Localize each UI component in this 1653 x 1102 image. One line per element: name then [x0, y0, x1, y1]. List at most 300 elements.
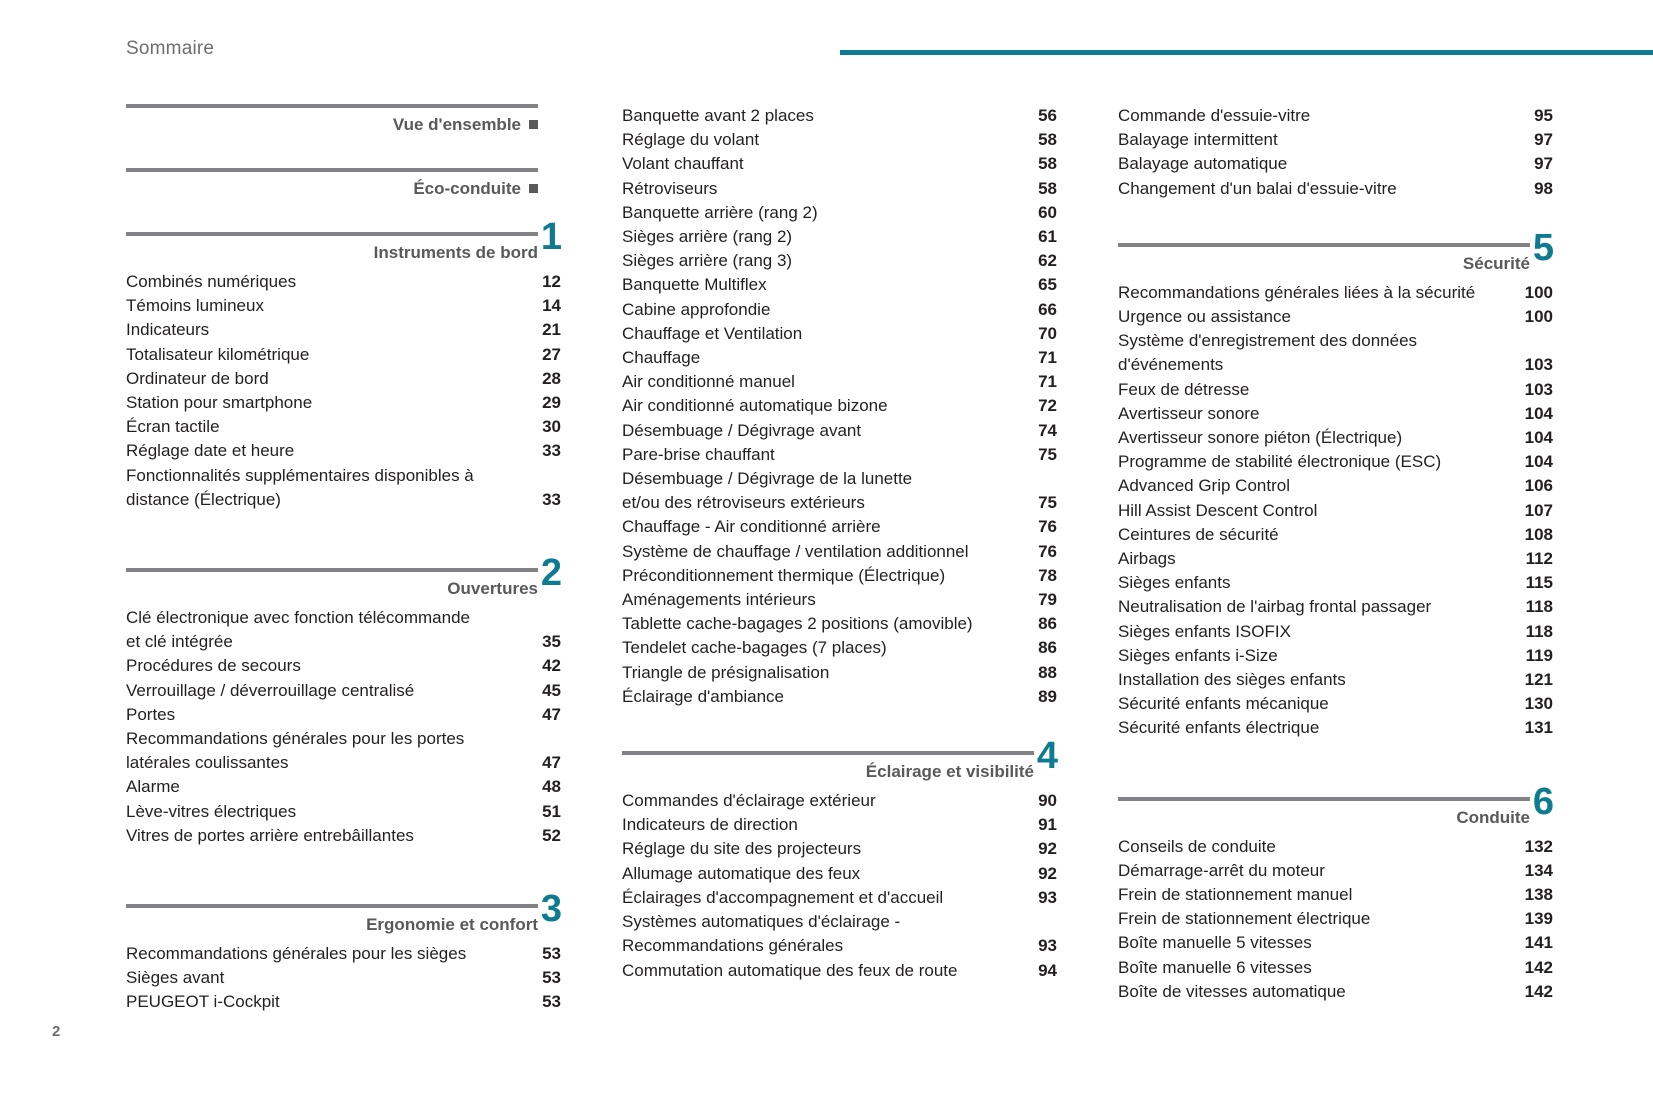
- toc-entry-label: Avertisseur sonore piéton (Électrique): [1118, 428, 1403, 448]
- section-number-badge: 1: [540, 216, 562, 258]
- toc-entry-page: 21: [542, 320, 561, 340]
- toc-entry-page: 62: [1038, 251, 1057, 271]
- toc-entry[interactable]: [622, 685, 1057, 709]
- toc-entry[interactable]: [126, 270, 561, 294]
- toc-entry[interactable]: [1118, 644, 1553, 668]
- toc-entry-list: [622, 104, 1057, 709]
- toc-entry[interactable]: [622, 959, 1057, 983]
- toc-entry-label: Commandes d'éclairage extérieur: [622, 791, 876, 811]
- toc-entry-page: 29: [542, 393, 561, 413]
- toc-entry-list: [1118, 835, 1553, 1004]
- header-accent-rule: [840, 50, 1653, 55]
- square-bullet-icon: [529, 120, 538, 129]
- toc-entry[interactable]: [622, 177, 1057, 201]
- toc-entry-label: Réglage du site des projecteurs: [622, 839, 862, 859]
- toc-entry[interactable]: [1118, 523, 1553, 547]
- toc-entry-label: Sièges enfants ISOFIX: [1118, 621, 1291, 641]
- toc-entry-page: 58: [1038, 178, 1057, 198]
- section-heading-label: Éclairage et visibilité: [865, 762, 1034, 782]
- toc-entry-list: [1118, 281, 1553, 741]
- toc-entry-page: 66: [1038, 299, 1057, 319]
- section-spacer: [126, 852, 561, 904]
- toc-entry[interactable]: [1118, 499, 1553, 523]
- toc-entry-label: Commande d'essuie-vitre: [1118, 106, 1311, 125]
- toc-entry[interactable]: [622, 225, 1057, 249]
- toc-entry-page: 112: [1525, 549, 1553, 569]
- toc-entry-label: Boîte manuelle 5 vitesses: [1118, 933, 1312, 953]
- section-heading[interactable]: [622, 735, 1058, 789]
- toc-entry-page: 47: [542, 704, 561, 724]
- toc-entry[interactable]: [126, 775, 561, 799]
- toc-entry-page: 100: [1524, 282, 1553, 302]
- toc-entry-label: Conseils de conduite: [1118, 836, 1276, 856]
- toc-entry-label: distance (Électrique): [126, 489, 281, 509]
- toc-entry[interactable]: [1118, 104, 1553, 128]
- toc-entry-page: 104: [1524, 403, 1553, 423]
- toc-entry[interactable]: [622, 612, 1057, 636]
- toc-entry[interactable]: [126, 727, 561, 751]
- toc-entry[interactable]: [1118, 907, 1553, 931]
- toc-entry[interactable]: [126, 679, 561, 703]
- toc-entry-list: [1118, 104, 1553, 201]
- toc-entry[interactable]: [622, 661, 1057, 685]
- toc-entry-label: Programme de stabilité électronique (ESC): [1118, 452, 1442, 472]
- toc-entry-page: 142: [1524, 981, 1553, 1001]
- toc-entry-label: Triangle de présignalisation: [622, 662, 830, 682]
- toc-entry[interactable]: [1118, 177, 1553, 201]
- toc-entry-page: 65: [1038, 275, 1057, 295]
- toc-entry[interactable]: [1118, 620, 1553, 644]
- toc-entry-label: Tendelet cache-bagages (7 places): [622, 638, 887, 658]
- toc-entry-page: 139: [1524, 909, 1553, 929]
- toc-entry-label: Lève-vitres électriques: [126, 801, 297, 821]
- toc-entry-label: Changement d'un balai d'essuie-vitre: [1118, 178, 1397, 198]
- toc-section-eclairage-suite: [1118, 104, 1553, 201]
- toc-entry[interactable]: [1118, 378, 1553, 402]
- toc-entry-label: Systèmes automatiques d'éclairage -: [622, 912, 901, 932]
- toc-entry[interactable]: [1118, 281, 1553, 305]
- toc-entry[interactable]: [1118, 859, 1553, 883]
- toc-entry-label: et/ou des rétroviseurs extérieurs: [622, 493, 865, 513]
- folio-page-number: 2: [52, 1023, 61, 1040]
- toc-entry[interactable]: [1118, 402, 1553, 426]
- toc-entry[interactable]: [126, 966, 561, 990]
- toc-entry-page: 33: [542, 489, 561, 509]
- section-heading-label: Ergonomie et confort: [366, 915, 538, 935]
- toc-entry-label: Banquette avant 2 places: [622, 106, 814, 125]
- toc-entry-page: 94: [1038, 960, 1057, 980]
- toc-entry[interactable]: [622, 467, 1057, 491]
- toc-entry-page: 58: [1038, 154, 1057, 174]
- toc-entry-label: Ordinateur de bord: [126, 368, 269, 388]
- toc-entry-label: Témoins lumineux: [126, 296, 264, 316]
- toc-column-2: [622, 104, 1057, 1071]
- toc-entry-label: Fonctionnalités supplémentaires disponibles à: [126, 465, 474, 485]
- toc-entry-label: Rétroviseurs: [622, 178, 718, 198]
- toc-entry-label: Vitres de portes arrière entrebâillantes: [126, 825, 414, 845]
- toc-entry-label: Désembuage / Dégivrage de la lunette: [622, 469, 913, 489]
- section-spacer: [1118, 205, 1553, 243]
- toc-entry[interactable]: [622, 515, 1057, 539]
- toc-entry-page: 60: [1038, 202, 1057, 222]
- toc-entry[interactable]: [1118, 547, 1553, 571]
- toc-entry[interactable]: [126, 630, 561, 654]
- toc-entry[interactable]: [126, 318, 561, 342]
- toc-entry-page: 142: [1524, 957, 1553, 977]
- toc-entry-label: Feux de détresse: [1118, 379, 1250, 399]
- section-heading-label: Instruments de bord: [373, 243, 538, 262]
- toc-entry[interactable]: [622, 540, 1057, 564]
- toc-column-1: [126, 104, 561, 1071]
- section-rule: [1118, 243, 1530, 247]
- toc-entry[interactable]: [1118, 931, 1553, 955]
- toc-entry-page: 98: [1534, 178, 1553, 198]
- toc-entry-label: Sécurité enfants électrique: [1118, 718, 1320, 738]
- toc-entry-page: 131: [1524, 718, 1553, 738]
- toc-entry-label: Portes: [126, 704, 176, 724]
- toc-entry-page: 56: [1038, 106, 1057, 125]
- toc-entry[interactable]: [622, 273, 1057, 297]
- toc-section-vue-densemble: [126, 104, 561, 142]
- toc-entry-label: et clé intégrée: [126, 632, 233, 652]
- toc-entry[interactable]: [126, 751, 561, 775]
- toc-entry[interactable]: [126, 654, 561, 678]
- toc-entry-label: Chauffage et Ventilation: [622, 323, 803, 343]
- page-title: Sommaire: [126, 38, 215, 59]
- toc-entry-label: latérales coulissantes: [126, 753, 289, 773]
- toc-entry-label: Système de chauffage / ventilation additionnel: [622, 541, 969, 561]
- toc-entry-label: PEUGEOT i-Cockpit: [126, 992, 280, 1012]
- toc-entry[interactable]: [126, 488, 561, 512]
- section-spacer: [622, 713, 1057, 751]
- toc-entry-label: Recommandations générales liées à la sécurité: [1118, 282, 1476, 302]
- toc-entry-page: 97: [1534, 130, 1553, 150]
- toc-entry[interactable]: [126, 367, 561, 391]
- toc-entry-label: Boîte manuelle 6 vitesses: [1118, 957, 1312, 977]
- toc-entry-page: 108: [1524, 524, 1553, 544]
- section-number-badge: 2: [540, 552, 562, 595]
- toc-column-3: [1118, 104, 1553, 1071]
- toc-entry[interactable]: [1118, 883, 1553, 907]
- toc-entry-page: 121: [1524, 670, 1553, 690]
- section-heading-label: Éco-conduite: [413, 179, 521, 198]
- toc-entry[interactable]: [1118, 450, 1553, 474]
- section-heading[interactable]: [1118, 780, 1554, 835]
- toc-entry[interactable]: [126, 800, 561, 824]
- toc-entry-page: 30: [542, 417, 561, 437]
- toc-entry-label: Chauffage: [622, 348, 701, 368]
- section-heading-label: Conduite: [1456, 807, 1530, 827]
- toc-entry-label: Sièges enfants i-Size: [1118, 645, 1278, 665]
- toc-entry-label: Réglage date et heure: [126, 441, 295, 461]
- toc-entry-list: [126, 270, 561, 512]
- toc-entry-label: Recommandations générales: [622, 936, 844, 956]
- toc-entry-label: Système d'enregistrement des données: [1118, 331, 1418, 351]
- toc-entry[interactable]: [126, 439, 561, 463]
- toc-entry-page: 130: [1524, 694, 1553, 714]
- toc-entry-list: [126, 942, 561, 1015]
- toc-entry[interactable]: [1118, 956, 1553, 980]
- toc-entry[interactable]: [622, 346, 1057, 370]
- toc-entry[interactable]: [1118, 835, 1553, 859]
- toc-entry-label: Advanced Grip Control: [1118, 476, 1290, 496]
- toc-entry[interactable]: [622, 249, 1057, 273]
- toc-entry-page: 53: [542, 992, 561, 1012]
- toc-entry-page: 115: [1525, 573, 1553, 593]
- toc-entry-page: 103: [1524, 355, 1553, 375]
- toc-section-ergonomie-et-confort: [126, 888, 562, 1015]
- toc-entry[interactable]: [126, 703, 561, 727]
- toc-entry-label: Écran tactile: [126, 417, 220, 437]
- toc-entry-label: Clé électronique avec fonction télécommande: [126, 608, 470, 628]
- toc-entry-label: Tablette cache-bagages 2 positions (amovible): [622, 614, 973, 634]
- section-rule: [126, 168, 538, 172]
- section-heading[interactable]: [126, 888, 562, 942]
- toc-entry-label: Allumage automatique des feux: [622, 863, 861, 883]
- toc-entry-label: Hill Assist Descent Control: [1118, 500, 1318, 520]
- toc-entry-label: Boîte de vitesses automatique: [1118, 981, 1346, 1001]
- toc-entry-label: Sièges arrière (rang 2): [622, 227, 793, 247]
- toc-entry[interactable]: [126, 391, 561, 415]
- toc-entry[interactable]: [1118, 571, 1553, 595]
- toc-entry[interactable]: [126, 990, 561, 1014]
- toc-entry-page: 86: [1038, 614, 1057, 634]
- toc-entry[interactable]: [622, 104, 1057, 128]
- toc-entry[interactable]: [622, 201, 1057, 225]
- toc-entry-page: 107: [1524, 500, 1553, 520]
- section-spacer: [1118, 745, 1553, 797]
- toc-entry-page: 86: [1038, 638, 1057, 658]
- toc-entry[interactable]: [622, 419, 1057, 443]
- toc-entry-label: Indicateurs de direction: [622, 815, 798, 835]
- toc-entry-page: 132: [1524, 836, 1553, 856]
- toc-entry-label: Station pour smartphone: [126, 393, 313, 413]
- section-number-badge: 5: [1532, 226, 1554, 269]
- toc-entry-label: Préconditionnement thermique (Électrique): [622, 565, 946, 585]
- toc-entry-label: Éclairage d'ambiance: [622, 686, 785, 706]
- toc-entry[interactable]: [622, 298, 1057, 322]
- section-spacer: [126, 146, 561, 168]
- section-heading-label: Vue d'ensemble: [392, 115, 521, 134]
- toc-section-ergonomie-suite: [622, 104, 1057, 709]
- toc-entry-page: 58: [1038, 130, 1057, 150]
- toc-entry-page: 100: [1524, 307, 1553, 327]
- toc-entry-page: 89: [1038, 686, 1057, 706]
- toc-entry[interactable]: [622, 910, 1057, 934]
- toc-entry-label: Éclairages d'accompagnement et d'accueil: [622, 887, 944, 907]
- section-rule: [1118, 797, 1530, 801]
- toc-entry[interactable]: [1118, 692, 1553, 716]
- toc-entry-page: 118: [1525, 597, 1553, 617]
- toc-entry[interactable]: [622, 934, 1057, 958]
- toc-entry[interactable]: [1118, 980, 1553, 1004]
- toc-entry[interactable]: [1118, 595, 1553, 619]
- toc-entry[interactable]: [126, 606, 561, 630]
- square-bullet-icon: [529, 184, 538, 193]
- toc-entry-label: Cabine approfondie: [622, 299, 771, 319]
- toc-section-conduite: [1118, 780, 1554, 1004]
- section-heading-label: Ouvertures: [447, 579, 538, 599]
- section-heading[interactable]: [126, 178, 538, 206]
- toc-entry-label: Démarrage-arrêt du moteur: [1118, 860, 1325, 880]
- toc-entry-label: Verrouillage / déverrouillage centralisé: [126, 680, 415, 700]
- toc-entry-label: Pare-brise chauffant: [622, 444, 775, 464]
- toc-entry-label: Installation des sièges enfants: [1118, 670, 1346, 690]
- toc-entry-page: 53: [542, 944, 561, 964]
- toc-entry[interactable]: [126, 824, 561, 848]
- toc-entry-page: 97: [1534, 154, 1553, 174]
- toc-entry-page: 104: [1524, 428, 1553, 448]
- toc-entry-page: 42: [542, 656, 561, 676]
- toc-entry-page: 14: [542, 296, 561, 316]
- toc-entry[interactable]: [126, 343, 561, 367]
- toc-entry-label: Frein de stationnement électrique: [1118, 909, 1371, 929]
- toc-entry-label: d'événements: [1118, 355, 1224, 375]
- toc-entry[interactable]: [622, 636, 1057, 660]
- toc-entry[interactable]: [1118, 426, 1553, 450]
- toc-entry[interactable]: [622, 322, 1057, 346]
- toc-entry[interactable]: [622, 837, 1057, 861]
- toc-entry-page: 71: [1038, 372, 1057, 392]
- toc-entry[interactable]: [622, 789, 1057, 813]
- toc-entry-label: Chauffage - Air conditionné arrière: [622, 517, 881, 537]
- toc-entry-label: Procédures de secours: [126, 656, 301, 676]
- toc-entry-page: 53: [542, 968, 561, 988]
- toc-entry-page: 75: [1038, 444, 1057, 464]
- toc-columns: [126, 104, 1553, 1071]
- toc-entry-label: Sièges avant: [126, 968, 225, 988]
- toc-entry-page: 35: [542, 632, 561, 652]
- toc-entry-list: [126, 606, 561, 848]
- section-number-badge: 3: [540, 888, 562, 931]
- toc-entry[interactable]: [1118, 128, 1553, 152]
- toc-entry[interactable]: [622, 152, 1057, 176]
- toc-entry[interactable]: [1118, 668, 1553, 692]
- toc-entry-label: Recommandations générales pour les sièges: [126, 944, 467, 964]
- toc-entry-page: 28: [542, 368, 561, 388]
- section-spacer: [126, 210, 561, 232]
- toc-entry-page: 12: [542, 272, 561, 291]
- section-rule: [126, 568, 538, 572]
- toc-entry[interactable]: [1118, 305, 1553, 329]
- toc-entry-list: [622, 789, 1057, 983]
- toc-entry-label: Désembuage / Dégivrage avant: [622, 420, 862, 440]
- section-rule: [126, 904, 538, 908]
- section-rule: [622, 751, 1034, 755]
- toc-entry-page: 134: [1524, 860, 1553, 880]
- toc-entry-label: Totalisateur kilométrique: [126, 344, 310, 364]
- toc-entry-label: Balayage automatique: [1118, 154, 1288, 174]
- toc-entry[interactable]: [622, 491, 1057, 515]
- toc-entry-label: Ceintures de sécurité: [1118, 524, 1279, 544]
- toc-entry[interactable]: [622, 564, 1057, 588]
- toc-entry-label: Réglage du volant: [622, 130, 760, 150]
- toc-entry[interactable]: [1118, 474, 1553, 498]
- toc-entry-page: 70: [1038, 323, 1057, 343]
- toc-entry[interactable]: [622, 588, 1057, 612]
- toc-entry-page: 88: [1038, 662, 1057, 682]
- toc-entry-label: Banquette arrière (rang 2): [622, 202, 818, 222]
- section-heading[interactable]: [1118, 226, 1554, 281]
- toc-entry-page: 95: [1534, 106, 1553, 125]
- toc-entry-label: Commutation automatique des feux de route: [622, 960, 958, 980]
- toc-section-eco-conduite: [126, 168, 561, 206]
- toc-entry-label: Banquette Multiflex: [622, 275, 767, 295]
- toc-entry[interactable]: [622, 128, 1057, 152]
- toc-entry[interactable]: [1118, 353, 1553, 377]
- toc-entry[interactable]: [622, 394, 1057, 418]
- toc-section-instruments-de-bord: [126, 216, 562, 512]
- toc-entry-page: 76: [1038, 517, 1057, 537]
- toc-entry-page: 106: [1524, 476, 1553, 496]
- toc-entry-label: Balayage intermittent: [1118, 130, 1278, 150]
- toc-entry-label: Frein de stationnement manuel: [1118, 885, 1353, 905]
- toc-entry-page: 92: [1038, 839, 1057, 859]
- toc-entry[interactable]: [622, 443, 1057, 467]
- section-heading[interactable]: [126, 552, 562, 606]
- section-spacer: [126, 1019, 561, 1071]
- section-heading[interactable]: [126, 216, 562, 270]
- toc-entry-page: 93: [1038, 887, 1057, 907]
- toc-entry[interactable]: [622, 370, 1057, 394]
- section-heading[interactable]: [126, 114, 538, 142]
- toc-entry-page: 61: [1038, 227, 1057, 247]
- section-spacer: [622, 987, 1057, 1039]
- toc-entry[interactable]: [126, 415, 561, 439]
- toc-entry[interactable]: [1118, 716, 1553, 740]
- toc-entry-page: 33: [542, 441, 561, 461]
- toc-entry-page: 75: [1038, 493, 1057, 513]
- toc-entry[interactable]: [126, 294, 561, 318]
- toc-entry-page: 52: [542, 825, 561, 845]
- section-heading-label: Sécurité: [1462, 253, 1530, 273]
- toc-entry[interactable]: [126, 464, 561, 488]
- toc-entry-page: 48: [542, 777, 561, 797]
- toc-section-securite: [1118, 226, 1554, 741]
- toc-entry-label: Urgence ou assistance: [1118, 307, 1291, 327]
- toc-entry-page: 141: [1524, 933, 1553, 953]
- toc-entry-label: Sièges arrière (rang 3): [622, 251, 793, 271]
- toc-entry-page: 92: [1038, 863, 1057, 883]
- toc-entry-page: 74: [1038, 420, 1057, 440]
- toc-entry[interactable]: [622, 813, 1057, 837]
- toc-entry-page: 78: [1038, 565, 1057, 585]
- toc-entry-label: Alarme: [126, 777, 180, 797]
- section-rule: [126, 232, 538, 236]
- toc-entry-label: Aménagements intérieurs: [622, 590, 816, 610]
- toc-entry[interactable]: [622, 862, 1057, 886]
- toc-entry[interactable]: [1118, 152, 1553, 176]
- toc-entry-page: 93: [1038, 936, 1057, 956]
- toc-entry-label: Air conditionné automatique bizone: [622, 396, 888, 416]
- toc-entry-label: Avertisseur sonore: [1118, 403, 1260, 423]
- toc-entry-label: Air conditionné manuel: [622, 372, 795, 392]
- toc-entry-page: 72: [1038, 396, 1057, 416]
- toc-entry[interactable]: [1118, 329, 1553, 353]
- toc-entry-label: Indicateurs: [126, 320, 210, 340]
- toc-entry-page: 71: [1038, 348, 1057, 368]
- toc-entry[interactable]: [622, 886, 1057, 910]
- toc-entry-label: Recommandations générales pour les portes: [126, 729, 465, 749]
- toc-section-eclairage-et-visibilite: [622, 735, 1058, 983]
- section-spacer: [1118, 1008, 1553, 1060]
- toc-entry[interactable]: [126, 942, 561, 966]
- toc-entry-label: Sécurité enfants mécanique: [1118, 694, 1329, 714]
- toc-entry-page: 27: [542, 344, 561, 364]
- section-number-badge: 6: [1532, 780, 1554, 823]
- toc-entry-page: 118: [1525, 621, 1553, 641]
- section-spacer: [126, 516, 561, 568]
